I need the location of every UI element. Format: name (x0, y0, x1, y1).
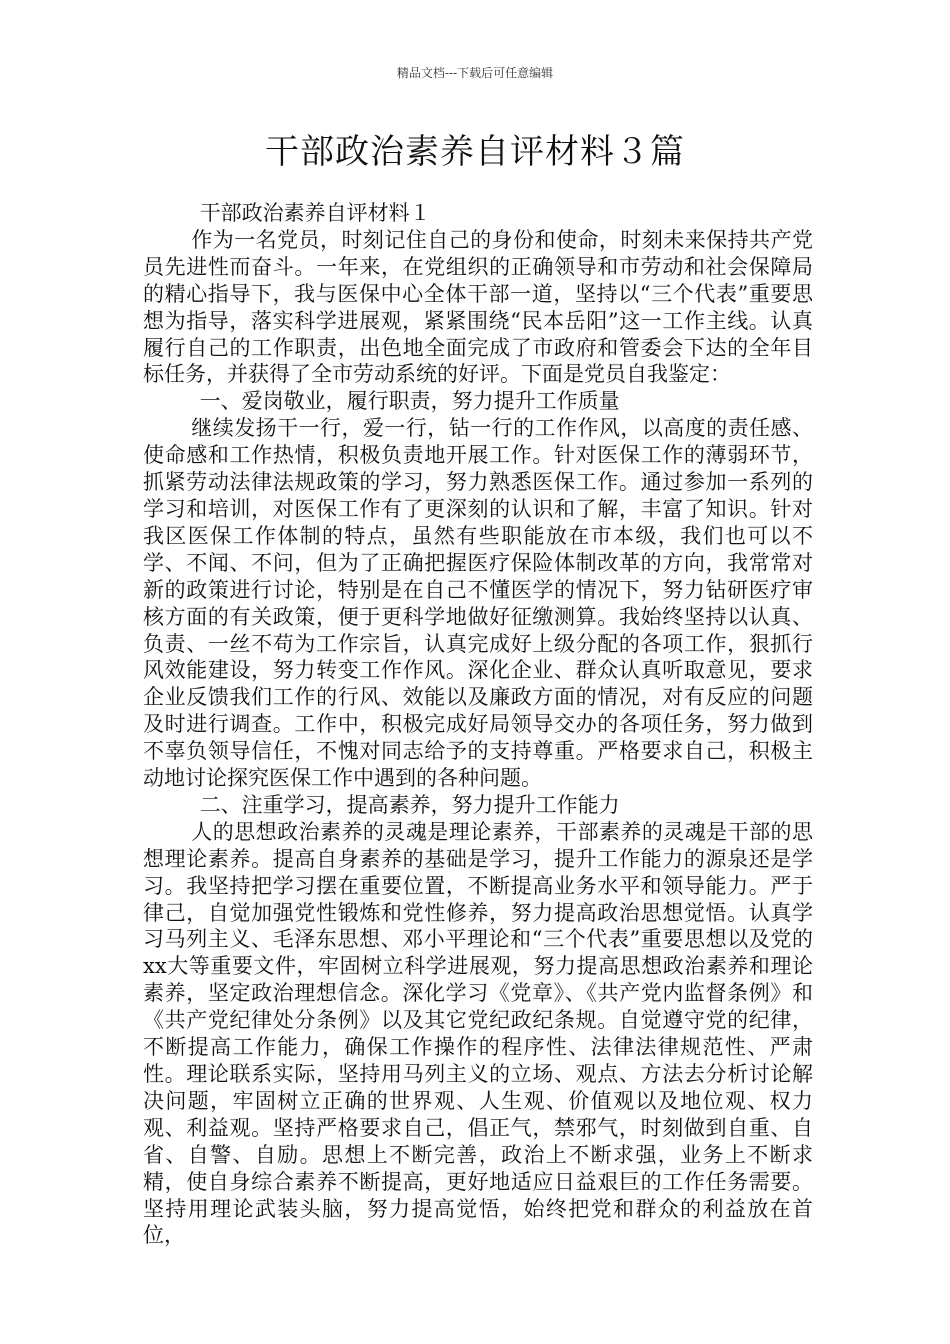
body-paragraph: 继续发扬干一行，爱一行，钻一行的工作作风，以高度的责任感、使命感和工作热情，积极负责地开展工作。针对医保工作的薄弱环节，抓紧劳动法律法规政策的学习，努力熟悉医保工作。通过参加一系列的学习和培训，对医保工作有了更深刻的认识和了解，丰富了知识。针对我区医保工作体制的特点，虽然有些职能放在市本级，我们也可以不学、不闻、不问，但为了正确把握医疗保险体制改革的方向，我常常对新的政策进行讨论，特别是在自己不懂医学的情况下，努力钻研医疗审核方面的有关政策，便于更科学地做好征缴测算。我始终坚持以认真、负责、一丝不苟为工作宗旨，认真完成好上级分配的各项工作，狠抓行风效能建设，努力转变工作作风。深化企业、群众认真听取意见，要求企业反馈我们工作的行风、效能以及廉政方面的情况，对有反应的问题及时进行调查。工作中，积极完成好局领导交办的各项任务，努力做到不辜负领导信任，不愧对同志给予的支持尊重。严格要求自己，积极主动地讨论探究医保工作中遇到的各种问题。 (143, 416, 813, 791)
document-body (143, 200, 813, 1249)
section-heading: 一、爱岗敬业，履行职责，努力提升工作质量 (199, 389, 620, 414)
document-title: 干部政治素养自评材料３篇 (265, 132, 685, 172)
section-heading: 二、注重学习，提高素养，努力提升工作能力 (199, 792, 620, 817)
header-note: 精品文档---下载后可任意编辑 (396, 66, 554, 80)
body-paragraph: 作为一名党员，时刻记住自己的身份和使命，时刻未来保持共产党员先进性而奋斗。一年来，在党组织的正确领导和市劳动和社会保障局的精心指导下，我与医保中心全体干部一道，坚持以“三个代表”重要思想为指导，落实科学进展观，紧紧围绕“民本岳阳”这一工作主线。认真履行自己的工作职责，出色地全面完成了市政府和管委会下达的全年目标任务，并获得了全市劳动系统的好评。下面是党员自我鉴定： (143, 227, 813, 387)
document-subtitle: 干部政治素养自评材料１ (199, 201, 431, 225)
body-paragraph: 人的思想政治素养的灵魂是理论素养，干部素养的灵魂是干部的思想理论素养。提高自身素养的基础是学习，提升工作能力的源泉还是学习。我坚持把学习摆在重要位置，不断提高业务水平和领导能力。严于律己，自觉加强党性锻炼和党性修养，努力提高政治思想觉悟。认真学习马列主义、毛泽东思想、邓小平理论和“三个代表”重要思想以及党的xx大等重要文件，牢固树立科学进展观，努力提高思想政治素养和理论素养，坚定政治理想信念。深化学习《党章》、《共产党内监督条例》和《共产党纪律处分条例》以及其它党纪政纪条规。自觉遵守党的纪律，不断提高工作能力，确保工作操作的程序性、法律法律规范性、严肃性。理论联系实际，坚持用马列主义的立场、观点、方法去分析讨论解决问题，牢固树立正确的世界观、人生观、价值观以及地位观、权力观、利益观。坚持严格要求自己，倡正气，禁邪气，时刻做到自重、自省、自警、自励。思想上不断完善，政治上不断求强，业务上不断求精，使自身综合素养不断提高，更好地适应日益艰巨的工作任务需要。坚持用理论武装头脑，努力提高觉悟，始终把党和群众的利益放在首位， (143, 819, 813, 1248)
